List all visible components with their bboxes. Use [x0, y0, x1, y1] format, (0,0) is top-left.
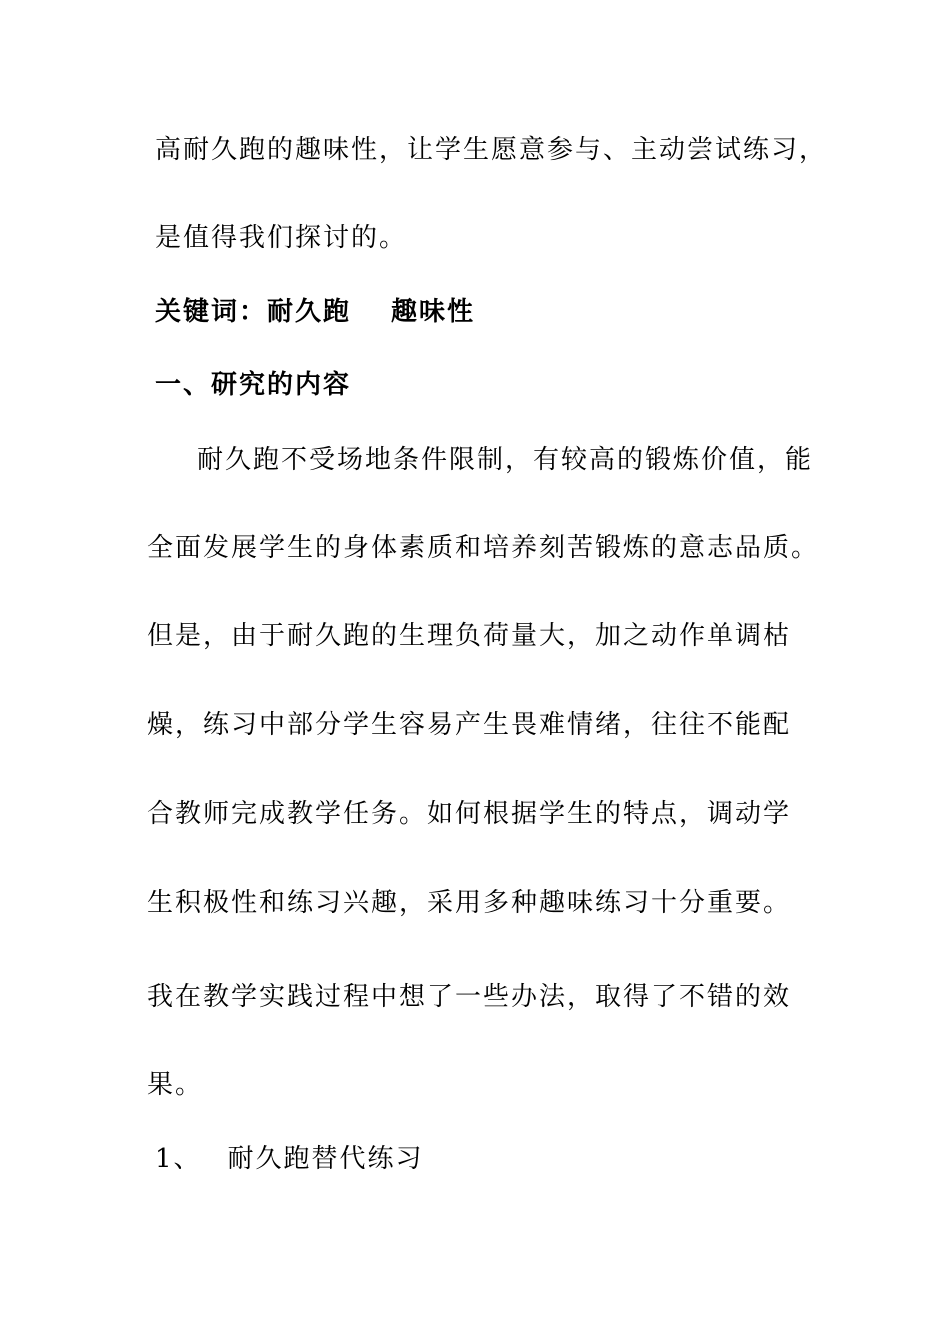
subsection-title: 耐久跑替代练习: [227, 1144, 424, 1174]
paragraph-line: 果。: [147, 1070, 204, 1100]
paragraph-line: 全面发展学生的身体素质和培养刻苦锻炼的意志品质。: [147, 533, 820, 563]
section-heading: 一、研究的内容: [155, 370, 352, 400]
keyword-2: 趣味性: [391, 297, 476, 327]
keywords-label: 关键词：: [155, 297, 268, 327]
paragraph-line: 我在教学实践过程中想了一些办法，取得了不错的效: [147, 982, 792, 1012]
intro-line-2: 是值得我们探讨的。: [155, 223, 408, 253]
paragraph-line: 生积极性和练习兴趣，采用多种趣味练习十分重要。: [147, 888, 792, 918]
paragraph-line: 但是，由于耐久跑的生理负荷量大，加之动作单调枯: [147, 621, 792, 651]
keyword-1: 耐久跑: [267, 297, 352, 327]
subsection-heading: [155, 1142, 424, 1176]
paragraph-line: 燥，练习中部分学生容易产生畏难情绪，往往不能配: [147, 710, 792, 740]
keywords-line: [155, 295, 475, 329]
intro-line-1: 高耐久跑的趣味性，让学生愿意参与、主动尝试练习，: [155, 135, 828, 165]
paragraph-line: 合教师完成教学任务。如何根据学生的特点，调动学: [147, 799, 792, 829]
paragraph-line: 耐久跑不受场地条件限制，有较高的锻炼价值，能: [197, 445, 814, 475]
subsection-number: 1、: [155, 1144, 202, 1174]
